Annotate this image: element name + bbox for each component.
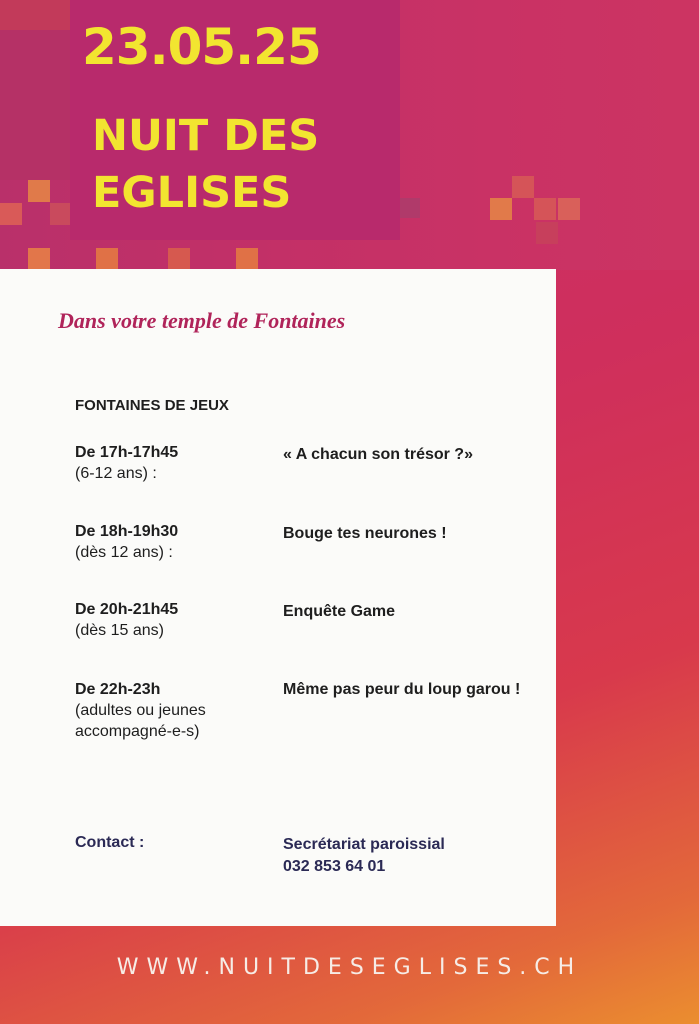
decor-square (168, 248, 190, 270)
schedule-row (75, 442, 545, 484)
decor-square (558, 198, 580, 220)
website-link[interactable]: WWW.NUITDESEGLISES.CH (116, 955, 583, 980)
schedule-activity: Même pas peur du loup garou ! (283, 681, 521, 698)
schedule-row (75, 679, 545, 742)
schedule-row (75, 599, 545, 641)
contact-label: Contact : (75, 834, 145, 851)
decor-square (236, 248, 258, 270)
decor-square (96, 248, 118, 270)
schedule-time: De 18h-19h30 (75, 523, 179, 540)
event-title-line1: NUIT DES (92, 111, 320, 161)
decor-square (0, 30, 70, 180)
schedule-activity: Enquête Game (283, 603, 396, 620)
decor-square (534, 198, 556, 220)
program-card (0, 269, 556, 926)
decor-square (536, 222, 558, 244)
decor-square (28, 248, 50, 270)
card-subtitle: Dans votre temple de Fontaines (58, 308, 346, 333)
event-title-line2: EGLISES (92, 168, 292, 218)
decor-square (28, 180, 50, 202)
schedule-time: De 20h-21h45 (75, 601, 179, 618)
decor-square (50, 203, 70, 225)
schedule-time: De 17h-17h45 (75, 444, 179, 461)
schedule-age: (dès 15 ans) (75, 622, 164, 639)
section-title: FONTAINES DE JEUX (75, 397, 229, 414)
contact-info (283, 834, 445, 878)
decor-square (490, 198, 512, 220)
decor-square (0, 203, 22, 225)
schedule-age: (adultes ou jeunes accompagné-e-s) (75, 702, 206, 740)
decor-square (512, 176, 534, 198)
schedule-time: De 22h-23h (75, 681, 161, 698)
event-date: 23.05.25 (82, 18, 321, 76)
schedule-row (75, 521, 545, 563)
schedule-activity: Bouge tes neurones ! (283, 525, 447, 542)
event-title (92, 108, 392, 222)
schedule-activity: « A chacun son trésor ?» (283, 446, 473, 463)
contact-name: Secrétariat paroissial (283, 836, 445, 853)
schedule-age: (dès 12 ans) : (75, 544, 173, 561)
schedule-age: (6-12 ans) : (75, 465, 157, 482)
decor-square (0, 0, 70, 30)
contact-phone[interactable]: 032 853 64 01 (283, 858, 386, 875)
decor-square (400, 198, 420, 218)
